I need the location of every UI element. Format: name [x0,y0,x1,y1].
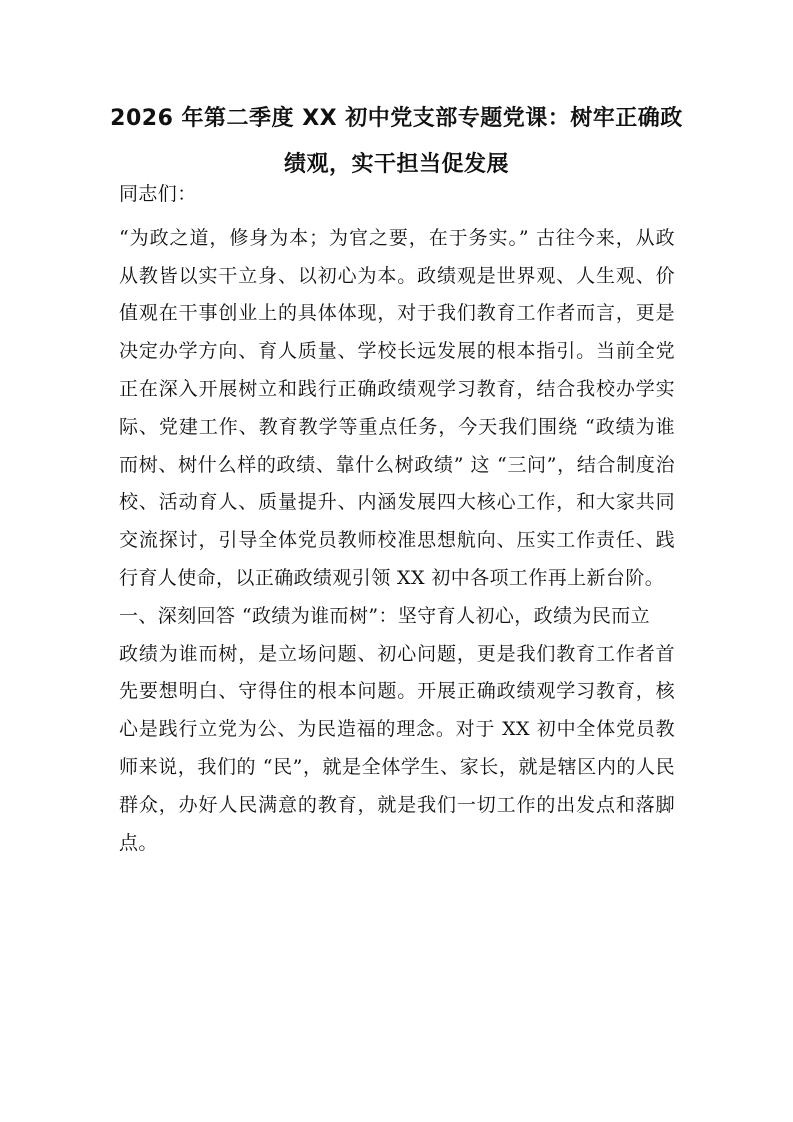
document-title: 2026 年第二季度 XX 初中党支部专题党课：树牢正确政绩观，实干担当促发展 [110,106,683,177]
salutation: 同志们： [119,183,197,205]
section-1-paragraph: 政绩为谁而树，是立场问题、初心问题，更是我们教育工作者首先要想明白、守得住的根本问题。开展正确政绩观学习教育，核心是践行立党为公、为民造福的理念。对于 XX 初中全体党员教师来说，我们的 “民”，就是全体学生、家长，就是辖区内的人民群众，办好人民满意的教育，就是我们一切工作的出发点和落脚点。 [119,642,675,854]
document-body [119,176,675,862]
section-heading-1: 一、深刻回答 “政绩为谁而树”：坚守育人初心，政绩为民而立 [119,604,651,627]
intro-paragraph: “为政之道，修身为本；为官之要，在于务实。” 古往今来，从政从教皆以实干立身、以初心为本。政绩观是世界观、人生观、价值观在干事创业上的具体体现，对于我们教育工作者而言，更是决定办学方向、育人质量、学校长远发展的根本指引。当前全党正在深入开展树立和践行正确政绩观学习教育，结合我校办学实际、党建工作、教育教学等重点任务，今天我们围绕 “政绩为谁而树、树什么样的政绩、靠什么树政绩” 这 “三问”，结合制度治校、活动育人、质量提升、内涵发展四大核心工作，和大家共同交流探讨，引导全体党员教师校准思想航向、压实工作责任、践行育人使命，以正确政绩观引领 XX 初中各项工作再上新台阶。 [119,226,675,589]
